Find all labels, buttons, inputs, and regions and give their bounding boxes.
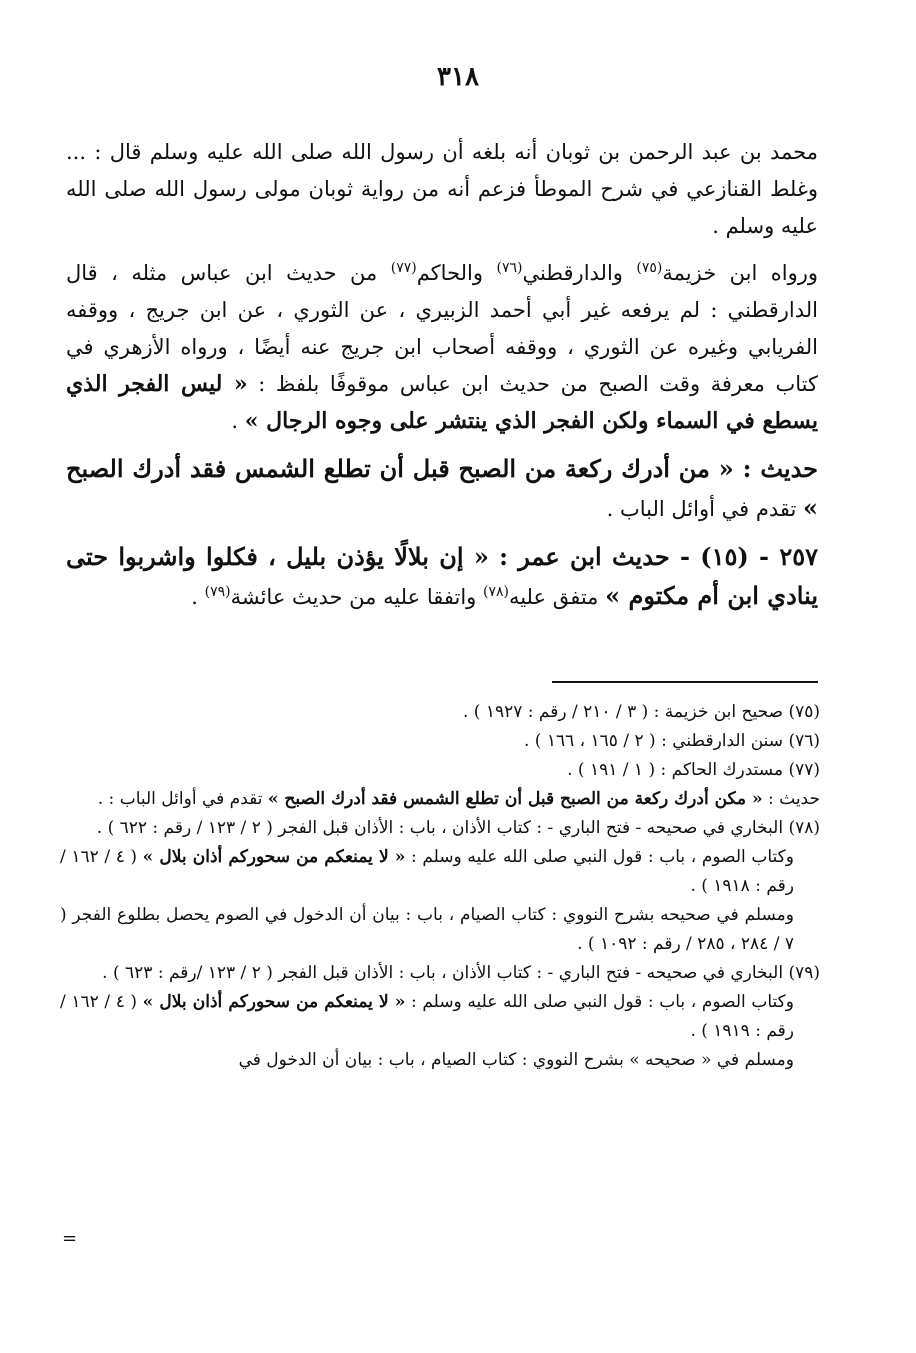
footnote-ref-76: (٧٦) — [496, 260, 523, 276]
footnotes — [60, 698, 820, 1075]
footnote-75: (٧٥) صحيح ابن خزيمة : ( ٣ / ٢١٠ / رقم : ١٩٢٧ ) . — [463, 702, 820, 722]
text: واتفقا عليه من حديث عائشة — [230, 585, 483, 609]
hadith-quote: « لا يمنعكم من سحوركم أذان بلال » — [142, 992, 406, 1012]
text: وكتاب الصوم ، باب : قول النبي صلى الله عليه وسلم : — [405, 992, 794, 1012]
hadith-quote: « من أدرك ركعة من الصبح قبل أن تطلع الشمس فقد أدرك الصبح » — [66, 454, 818, 522]
footnote-79: (٧٩) البخاري في صحيحه - فتح الباري - : كتاب الأذان ، باب : الأذان قبل الفجر ( ٢ / ١٢٣ /رقم : ٦٢٣ ) . — [102, 963, 820, 983]
text: ورواه ابن خزيمة — [662, 261, 819, 285]
text: من حديث ابن عباس مثله ، قال الدارقطني : لم يرفعه غير أبي أحمد الزبيري ، عن الثوري ، عن ابن جريج ، ووقفه الفريابي وغيره عن الثوري ، ووقفه أصحاب ابن جريج عنه أيضًا ، ورواه الأزهري في كتاب معرفة وقت الصبح من حديث ابن عباس موقوفًا بلفظ : — [66, 261, 819, 396]
text: والدارقطني — [522, 261, 637, 285]
hadith-quote: « ليس الفجر الذي يسطع في السماء ولكن الفجر الذي ينتشر على وجوه الرجال » — [66, 371, 818, 434]
footnote-79-part-3: ومسلم في « صحيحه » بشرح النووي : كتاب الصيام ، باب : بيان أن الدخول في — [238, 1050, 794, 1070]
hadith-number: ٢٥٧ - (١٥) - حديث ابن عمر : — [488, 542, 818, 571]
hadith-quote: « لا يمنعكم من سحوركم أذان بلال » — [142, 847, 406, 867]
text: تقدم في أوائل الباب . — [606, 497, 803, 521]
text: ( ٤ / ١٦٢ / رقم : ١٩١٨ ) . — [60, 847, 794, 896]
footnote-78-part-2 — [60, 843, 820, 901]
footnote-77: (٧٧) مستدرك الحاكم : ( ١ / ١٩١ ) . — [567, 760, 820, 780]
hadith-quote: « إن بلالًا يؤذن بليل ، فكلوا واشربوا حتى ينادي ابن أم مكتوم » — [66, 542, 818, 610]
footnote-76: (٧٦) سنن الدارقطني : ( ٢ / ١٦٥ ، ١٦٦ ) . — [523, 731, 820, 751]
footnote-79-part-2 — [60, 988, 820, 1046]
text: حديث : — [762, 789, 820, 809]
text: وكتاب الصوم ، باب : قول النبي صلى الله عليه وسلم : — [405, 847, 794, 867]
paragraph-1: محمد بن عبد الرحمن بن ثوبان أنه بلغه أن رسول الله صلى الله عليه وسلم قال : ... وغلط القنازعي في شرح الموطأ فزعم أنه من رواية ثوبان مولى رسول الله صلى الله عليه وسلم . — [66, 140, 818, 238]
footnote-divider — [552, 681, 818, 683]
text: متفق عليه — [508, 585, 606, 609]
paragraph-3 — [66, 450, 818, 528]
continuation-mark: = — [62, 1228, 78, 1249]
footnote-ref-79: (٧٩) — [204, 584, 231, 600]
text: ( ٤ / ١٦٢ / رقم : ١٩١٩ ) . — [60, 992, 794, 1041]
footnote-78-part-3: ومسلم في صحيحه بشرح النووي : كتاب الصيام ، باب : بيان أن الدخول في الصوم يحصل بطلوع الفجر ( ٧ / ٢٨٤ ، ٢٨٥ / رقم : ١٠٩٢ ) . — [60, 905, 794, 954]
page-number: ٣١٨ — [437, 62, 479, 92]
hadith-quote: « مكن أدرك ركعة من الصبح قبل أن تطلع الشمس فقد أدرك الصبح » — [267, 789, 763, 809]
footnote-78: (٧٨) البخاري في صحيحه - فتح الباري - : كتاب الأذان ، باب : الأذان قبل الفجر ( ٢ / ١٢٣ / رقم : ٦٢٢ ) . — [96, 818, 820, 838]
text: . — [231, 409, 245, 433]
footnote-ref-77: (٧٧) — [390, 260, 417, 276]
footnote-ref-75: (٧٥) — [636, 260, 663, 276]
main-text — [66, 134, 818, 626]
text: تقدم في أوائل الباب : . — [97, 789, 268, 809]
footnote-ref-78: (٧٨) — [482, 584, 509, 600]
paragraph-4 — [66, 538, 818, 616]
hadith-label: حديث : — [733, 454, 819, 483]
text: والحاكم — [416, 261, 497, 285]
footnote-hadith-note — [60, 785, 820, 814]
paragraph-2 — [66, 255, 818, 440]
text: . — [191, 585, 205, 609]
